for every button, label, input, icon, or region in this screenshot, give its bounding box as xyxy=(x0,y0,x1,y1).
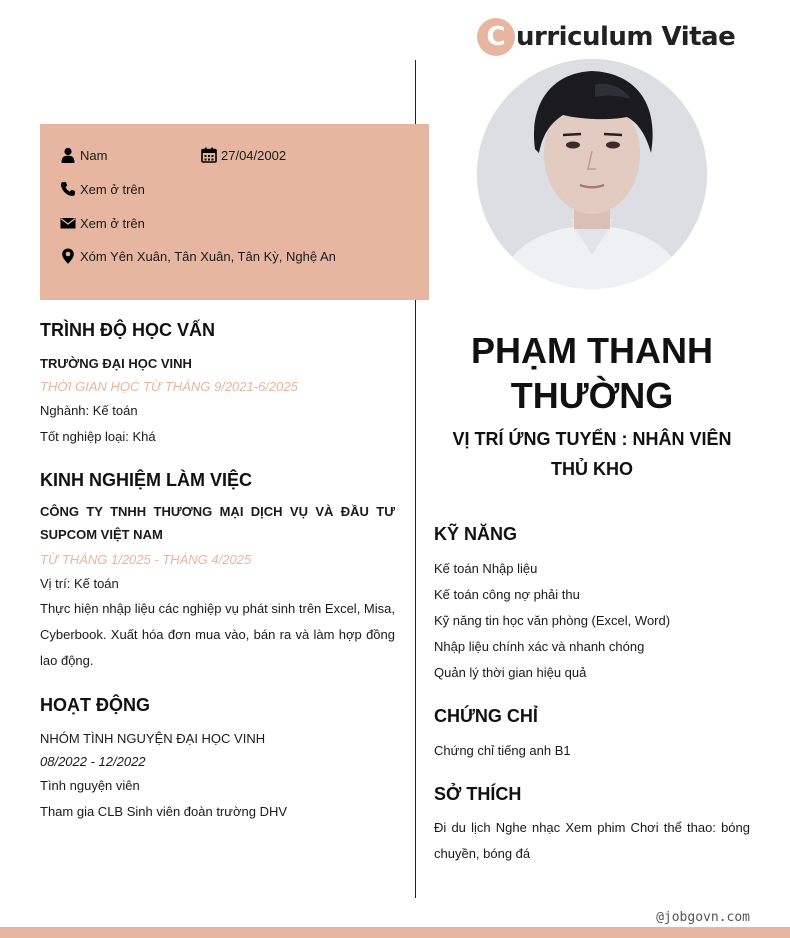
skill-item: Kỹ năng tin học văn phòng (Excel, Word) xyxy=(434,613,671,628)
dob-row xyxy=(201,147,286,163)
experience-description: Thực hiện nhập liệu các nghiệp vụ phát sinh trên Excel, Misa, Cyberbook. Xuất hóa đơn mua vào, bán ra và làm hợp đồng lao động. xyxy=(40,601,395,668)
experience-period: TỪ THÁNG 1/2025 - THÁNG 4/2025 xyxy=(40,552,252,567)
mail-icon xyxy=(60,215,76,231)
email-value: Xem ở trên xyxy=(80,215,145,231)
phone-icon xyxy=(60,181,76,197)
education-period: THỜI GIAN HỌC TỪ THÁNG 9/2021-6/2025 xyxy=(40,379,298,394)
experience-role: Vị trí: Kế toán xyxy=(40,576,119,591)
profile-photo xyxy=(477,59,707,289)
gender-row xyxy=(60,147,107,163)
education-title: TRÌNH ĐỘ HỌC VẤN xyxy=(40,320,215,340)
phone-value: Xem ở trên xyxy=(80,181,145,197)
address-row xyxy=(60,248,336,264)
applied-position: VỊ TRÍ ỨNG TUYỂN : NHÂN VIÊN THỦ KHO xyxy=(452,429,732,479)
skill-item: Kế toán Nhập liệu xyxy=(434,561,538,576)
footer-bar xyxy=(0,927,790,938)
calendar-icon xyxy=(201,147,217,163)
gender-value: Nam xyxy=(80,147,108,163)
activities-org: NHÓM TÌNH NGUYỆN ĐẠI HỌC VINH xyxy=(40,731,266,746)
education-grade: Tốt nghiệp loại: Khá xyxy=(40,429,156,444)
skill-item: Kế toán công nợ phải thu xyxy=(434,587,580,602)
activities-detail: Tham gia CLB Sinh viên đoàn trường DHV xyxy=(40,804,288,819)
experience-company: CÔNG TY TNHH THƯƠNG MẠI DỊCH VỤ VÀ ĐẦU TƯ SUPCOM VIỆT NAM xyxy=(40,504,395,542)
hobbies-title: SỞ THÍCH xyxy=(434,784,522,804)
skills-title: KỸ NĂNG xyxy=(434,524,518,544)
logo-text: urriculum Vitae xyxy=(516,22,736,52)
activities-title: HOẠT ĐỘNG xyxy=(40,695,150,715)
logo-badge: C xyxy=(477,18,515,56)
footer-watermark: @jobgovn.com xyxy=(656,910,750,925)
experience-title: KINH NGHIỆM LÀM VIỆC xyxy=(40,470,253,490)
address-value: Xóm Yên Xuân, Tân Xuân, Tân Kỳ, Nghệ An xyxy=(80,248,336,264)
cv-logo xyxy=(477,18,735,56)
email-row xyxy=(60,215,145,231)
certificates-title: CHỨNG CHỈ xyxy=(434,706,538,726)
skill-item: Nhập liệu chính xác và nhanh chóng xyxy=(434,639,645,654)
hobbies-text: Đi du lịch Nghe nhạc Xem phim Chơi thể thao: bóng chuyền, bóng đá xyxy=(434,820,750,861)
certificate-item: Chứng chỉ tiếng anh B1 xyxy=(434,743,571,758)
dob-value: 27/04/2002 xyxy=(221,147,287,163)
skill-item: Quản lý thời gian hiệu quả xyxy=(434,665,587,680)
person-icon xyxy=(60,147,76,163)
candidate-name: PHẠM THANH THƯỜNG xyxy=(471,330,713,416)
location-icon xyxy=(60,248,76,264)
education-school: TRƯỜNG ĐẠI HỌC VINH xyxy=(40,356,192,371)
education-major: Nghành: Kế toán xyxy=(40,403,138,418)
personal-info-box xyxy=(40,124,429,300)
activities-role: Tình nguyện viên xyxy=(40,778,140,793)
phone-row xyxy=(60,181,145,197)
activities-period: 08/2022 - 12/2022 xyxy=(40,754,146,769)
